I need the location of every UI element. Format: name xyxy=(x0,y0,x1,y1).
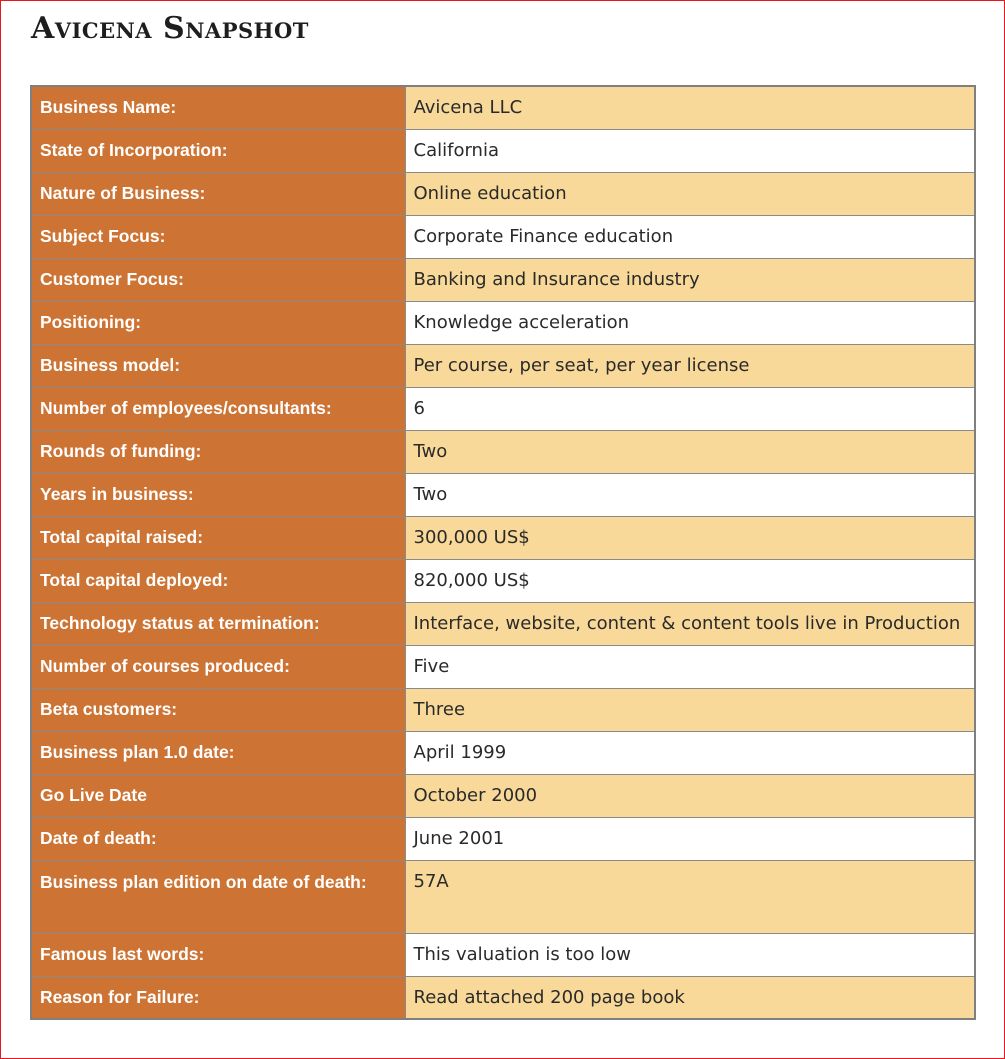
row-value: Avicena LLC xyxy=(405,86,975,129)
table-row xyxy=(31,172,975,215)
row-label: State of Incorporation: xyxy=(31,129,405,172)
row-value: 820,000 US$ xyxy=(405,559,975,602)
row-value: 57A xyxy=(405,860,975,933)
table-row xyxy=(31,430,975,473)
table-row xyxy=(31,688,975,731)
row-value: California xyxy=(405,129,975,172)
row-label: Reason for Failure: xyxy=(31,976,405,1019)
table-row xyxy=(31,602,975,645)
row-value: June 2001 xyxy=(405,817,975,860)
row-label: Technology status at termination: xyxy=(31,602,405,645)
row-value: Five xyxy=(405,645,975,688)
row-value: Knowledge acceleration xyxy=(405,301,975,344)
row-value: Online education xyxy=(405,172,975,215)
table-row xyxy=(31,559,975,602)
table-row xyxy=(31,774,975,817)
row-label: Total capital deployed: xyxy=(31,559,405,602)
table-row xyxy=(31,933,975,976)
table-row xyxy=(31,301,975,344)
row-label: Business model: xyxy=(31,344,405,387)
table-row xyxy=(31,976,975,1019)
table-row xyxy=(31,516,975,559)
row-label: Date of death: xyxy=(31,817,405,860)
row-value: 300,000 US$ xyxy=(405,516,975,559)
table-row xyxy=(31,645,975,688)
row-value: Two xyxy=(405,473,975,516)
row-label: Business plan edition on date of death: xyxy=(31,860,405,933)
row-label: Years in business: xyxy=(31,473,405,516)
row-label: Nature of Business: xyxy=(31,172,405,215)
row-value: Interface, website, content & content tools live in Production xyxy=(405,602,975,645)
table-row xyxy=(31,860,975,933)
table-row xyxy=(31,387,975,430)
row-value: Banking and Insurance industry xyxy=(405,258,975,301)
row-value: 6 xyxy=(405,387,975,430)
row-label: Rounds of funding: xyxy=(31,430,405,473)
table-row xyxy=(31,817,975,860)
row-value: This valuation is too low xyxy=(405,933,975,976)
snapshot-table xyxy=(30,85,976,1020)
table-row xyxy=(31,215,975,258)
row-value: Two xyxy=(405,430,975,473)
page-title: Avicena Snapshot xyxy=(31,11,309,46)
row-value: Three xyxy=(405,688,975,731)
row-value: Corporate Finance education xyxy=(405,215,975,258)
row-label: Customer Focus: xyxy=(31,258,405,301)
table-row xyxy=(31,344,975,387)
row-label: Beta customers: xyxy=(31,688,405,731)
table-row xyxy=(31,86,975,129)
row-label: Positioning: xyxy=(31,301,405,344)
row-label: Business Name: xyxy=(31,86,405,129)
row-label: Subject Focus: xyxy=(31,215,405,258)
row-label: Go Live Date xyxy=(31,774,405,817)
table-row xyxy=(31,129,975,172)
row-label: Total capital raised: xyxy=(31,516,405,559)
row-value: October 2000 xyxy=(405,774,975,817)
row-value: April 1999 xyxy=(405,731,975,774)
row-label: Famous last words: xyxy=(31,933,405,976)
row-value: Read attached 200 page book xyxy=(405,976,975,1019)
row-value: Per course, per seat, per year license xyxy=(405,344,975,387)
row-label: Number of employees/consultants: xyxy=(31,387,405,430)
table-row xyxy=(31,258,975,301)
row-label: Number of courses produced: xyxy=(31,645,405,688)
table-row xyxy=(31,473,975,516)
table-row xyxy=(31,731,975,774)
row-label: Business plan 1.0 date: xyxy=(31,731,405,774)
